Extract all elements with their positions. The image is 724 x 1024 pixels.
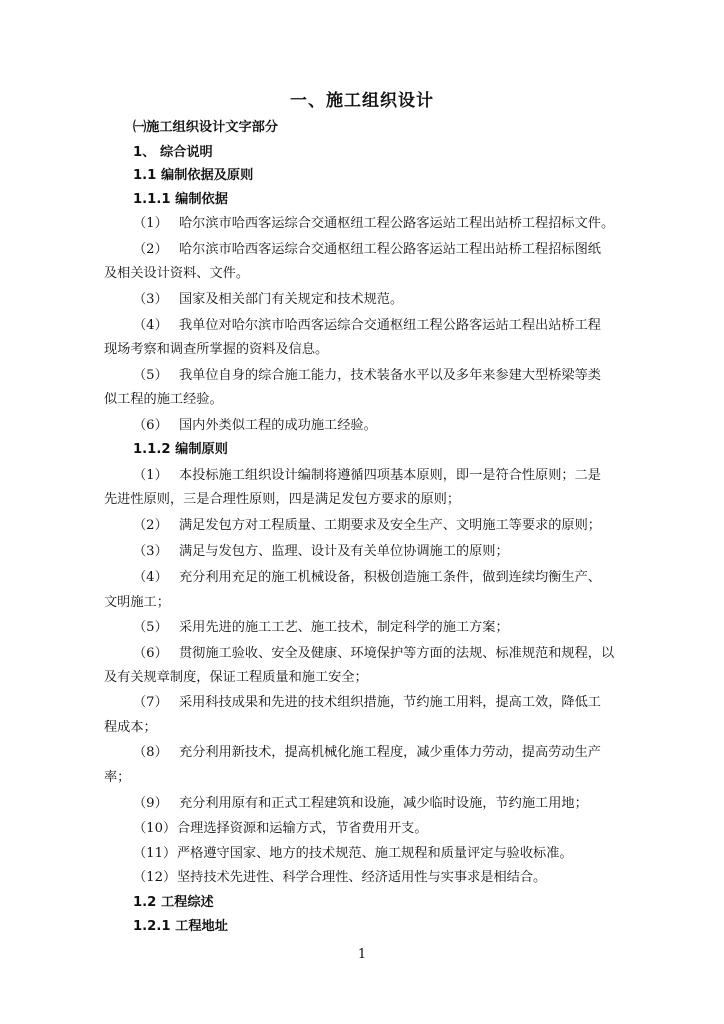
principle-item-2 xyxy=(133,516,601,536)
item-text: 合理选择资源和运输方式，节省费用开支。 xyxy=(177,821,428,836)
item-number: （4） xyxy=(133,318,168,333)
item-number: （2） xyxy=(133,518,168,533)
principle-item-6-cont: 及有关规章制度，保证工程质量和施工安全； xyxy=(104,670,368,685)
item-number: （8） xyxy=(133,745,168,760)
document-title: 一、施工组织设计 xyxy=(290,91,434,111)
item-text: 国家及相关部门有关规定和技术规范。 xyxy=(179,292,404,307)
item-number: （1） xyxy=(133,468,168,483)
principle-item-7-cont: 程成本； xyxy=(104,720,157,735)
basis-item-5-cont: 似工程的施工经验。 xyxy=(104,392,223,407)
item-text: 哈尔滨市哈西客运综合交通枢纽工程公路客运站工程出站桥工程招标文件。 xyxy=(179,216,615,231)
item-number: （3） xyxy=(133,544,168,559)
heading-1: 1、 综合说明 xyxy=(133,145,213,160)
item-text: 贯彻施工验收、安全及健康、环境保护等方面的法规、标准规范和规程，以 xyxy=(179,646,615,661)
principle-item-4-cont: 文明施工； xyxy=(104,595,170,610)
item-text: 坚持技术先进性、科学合理性、经济适用性与实事求是相结合。 xyxy=(177,870,547,885)
item-number: （9） xyxy=(133,796,168,811)
item-number: （6） xyxy=(133,646,168,661)
item-text: 采用先进的施工工艺、施工技术，制定科学的施工方案； xyxy=(179,620,509,635)
item-number: （10） xyxy=(133,821,177,836)
item-text: 采用科技成果和先进的技术组织措施，节约施工用料，提高工效，降低工 xyxy=(179,695,601,710)
basis-item-3 xyxy=(133,290,403,310)
principle-item-10 xyxy=(133,819,428,839)
item-text: 我单位对哈尔滨市哈西客运综合交通枢纽工程公路客运站工程出站桥工程 xyxy=(179,318,601,333)
heading-1-1-1: 1.1.1 编制依据 xyxy=(133,192,228,207)
item-text: 满足与发包方、监理、设计及有关单位协调施工的原则； xyxy=(179,544,509,559)
item-text: 充分利用充足的施工机械设备，积极创造施工条件，做到连续均衡生产、 xyxy=(179,570,601,585)
principle-item-1-cont: 先进性原则，三是合理性原则，四是满足发包方要求的原则； xyxy=(104,492,461,507)
basis-item-1 xyxy=(133,214,614,234)
item-text: 满足发包方对工程质量、工期要求及安全生产、文明施工等要求的原则； xyxy=(179,518,601,533)
item-number: （7） xyxy=(133,695,168,710)
heading-1-2-1: 1.2.1 工程地址 xyxy=(133,919,228,934)
principle-item-4 xyxy=(133,568,601,588)
principle-item-6 xyxy=(133,644,614,664)
item-number: （5） xyxy=(133,620,168,635)
principle-item-9 xyxy=(133,794,588,814)
principle-item-7 xyxy=(133,693,601,713)
page-number: 1 xyxy=(357,947,367,962)
heading-1-1-2: 1.1.2 编制原则 xyxy=(133,442,228,457)
item-text: 本投标施工组织设计编制将遵循四项基本原则，即一是符合性原则；二是 xyxy=(179,468,601,483)
item-number: （5） xyxy=(133,368,168,383)
basis-item-6 xyxy=(133,416,377,436)
principle-item-3 xyxy=(133,542,509,562)
principle-item-5 xyxy=(133,618,509,638)
item-text: 严格遵守国家、地方的技术规范、施工规程和质量评定与验收标准。 xyxy=(177,846,573,861)
basis-item-2 xyxy=(133,240,601,260)
item-number: （2） xyxy=(133,242,168,257)
item-text: 哈尔滨市哈西客运综合交通枢纽工程公路客运站工程出站桥工程招标图纸 xyxy=(179,242,601,257)
item-number: （4） xyxy=(133,570,168,585)
basis-item-4-cont: 现场考察和调查所掌握的资料及信息。 xyxy=(104,342,329,357)
heading-1-2: 1.2 工程综述 xyxy=(133,895,214,910)
principle-item-1 xyxy=(133,466,601,486)
item-number: （12） xyxy=(133,870,177,885)
item-text: 国内外类似工程的成功施工经验。 xyxy=(179,418,377,433)
item-text: 充分利用原有和正式工程建筑和设施，减少临时设施，节约施工用地； xyxy=(179,796,588,811)
principle-item-8-cont: 率； xyxy=(104,770,131,785)
subsection-heading: ㈠施工组织设计文字部分 xyxy=(133,120,279,135)
item-number: （6） xyxy=(133,418,168,433)
principle-item-8 xyxy=(133,743,601,763)
item-number: （11） xyxy=(133,846,177,861)
basis-item-2-cont: 及相关设计资料、文件。 xyxy=(104,266,250,281)
item-text: 我单位自身的综合施工能力，技术装备水平以及多年来参建大型桥梁等类 xyxy=(179,368,601,383)
principle-item-11 xyxy=(133,844,573,864)
principle-item-12 xyxy=(133,868,546,888)
basis-item-4 xyxy=(133,316,601,336)
item-number: （1） xyxy=(133,216,168,231)
item-text: 充分利用新技术，提高机械化施工程度，减少重体力劳动，提高劳动生产 xyxy=(179,745,601,760)
basis-item-5 xyxy=(133,366,601,386)
item-number: （3） xyxy=(133,292,168,307)
heading-1-1: 1.1 编制依据及原则 xyxy=(133,168,254,183)
